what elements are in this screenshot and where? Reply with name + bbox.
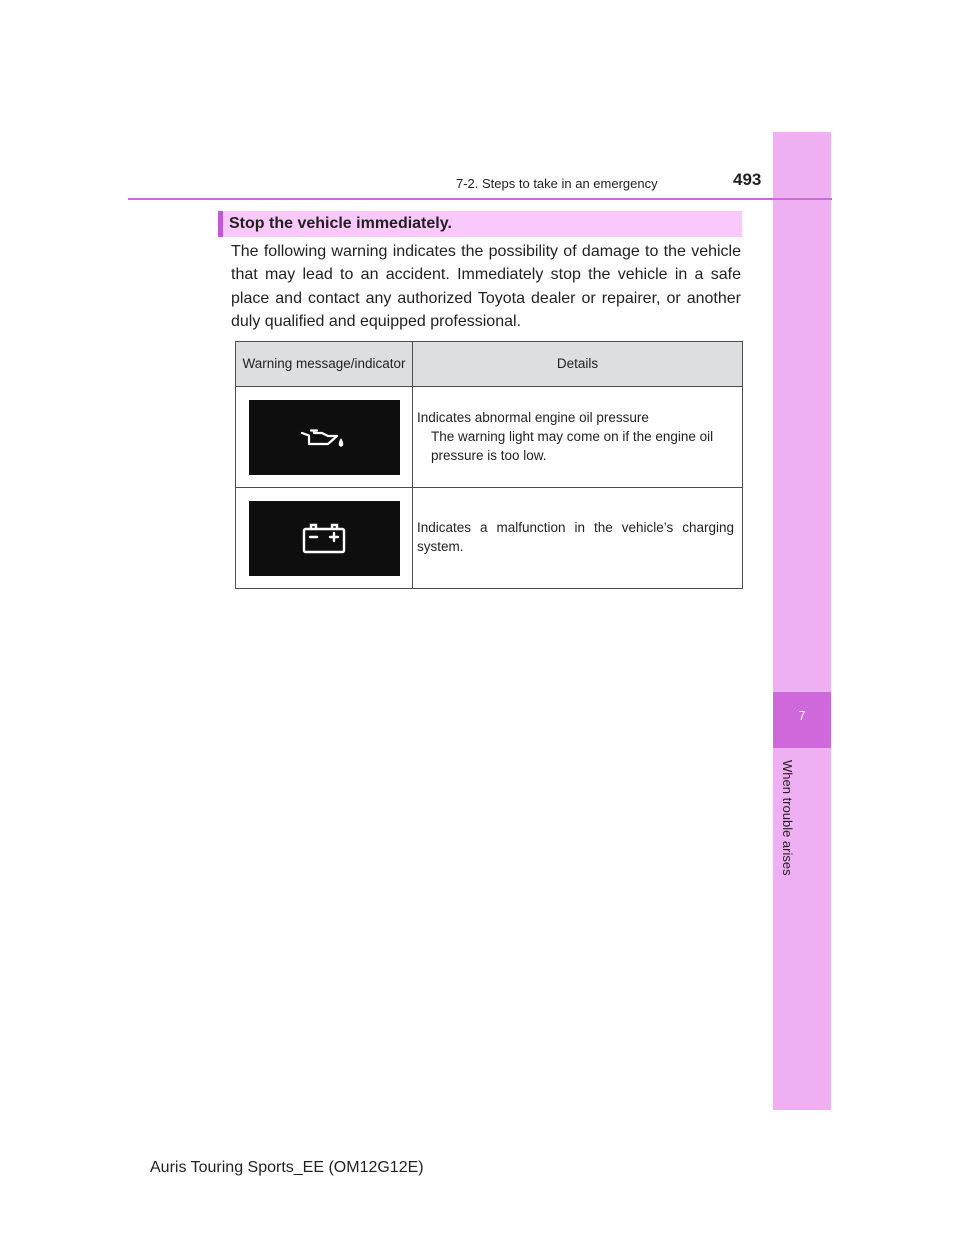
warning-table [235,341,743,589]
section-label: 7-2. Steps to take in an emergency [456,176,658,191]
column-header-details: Details [413,342,743,387]
side-tab [773,132,831,1110]
table-row [236,488,743,589]
warning-lamp [249,501,400,576]
indicator-cell [236,387,413,488]
chapter-number: 7 [798,708,806,723]
heading-accent [218,211,223,237]
table-row [236,387,743,488]
details-cell [413,488,743,589]
detail-note: The warning light may come on if the engine oil pressure is too low. [431,428,714,463]
intro-paragraph: The following warning indicates the possibility of damage to the vehicle that may lead to an accident. Immediately stop the vehicle in a safe place and contact any authorized Toyota dealer or repairer, or another duly qualified and equipped professional. [231,243,741,330]
column-header-indicator: Warning message/indicator [236,342,413,387]
detail-title: Indicates abnormal engine oil pressure [417,409,649,425]
section-heading [218,211,742,237]
warning-lamp [249,400,400,475]
indicator-cell [236,488,413,589]
oil-pressure-icon [298,424,350,450]
heading-text: Stop the vehicle immediately. [229,215,452,232]
detail-title: Indicates a malfunction in the vehicle’s charging system. [417,520,734,554]
header-rule [128,198,832,200]
footer-doc-id: Auris Touring Sports_EE (OM12G12E) [150,1159,424,1176]
chapter-title: When trouble arises [780,760,795,876]
battery-icon [301,521,347,555]
table-header-row [236,342,743,387]
page-number: 493 [733,170,762,189]
details-cell [413,387,743,488]
